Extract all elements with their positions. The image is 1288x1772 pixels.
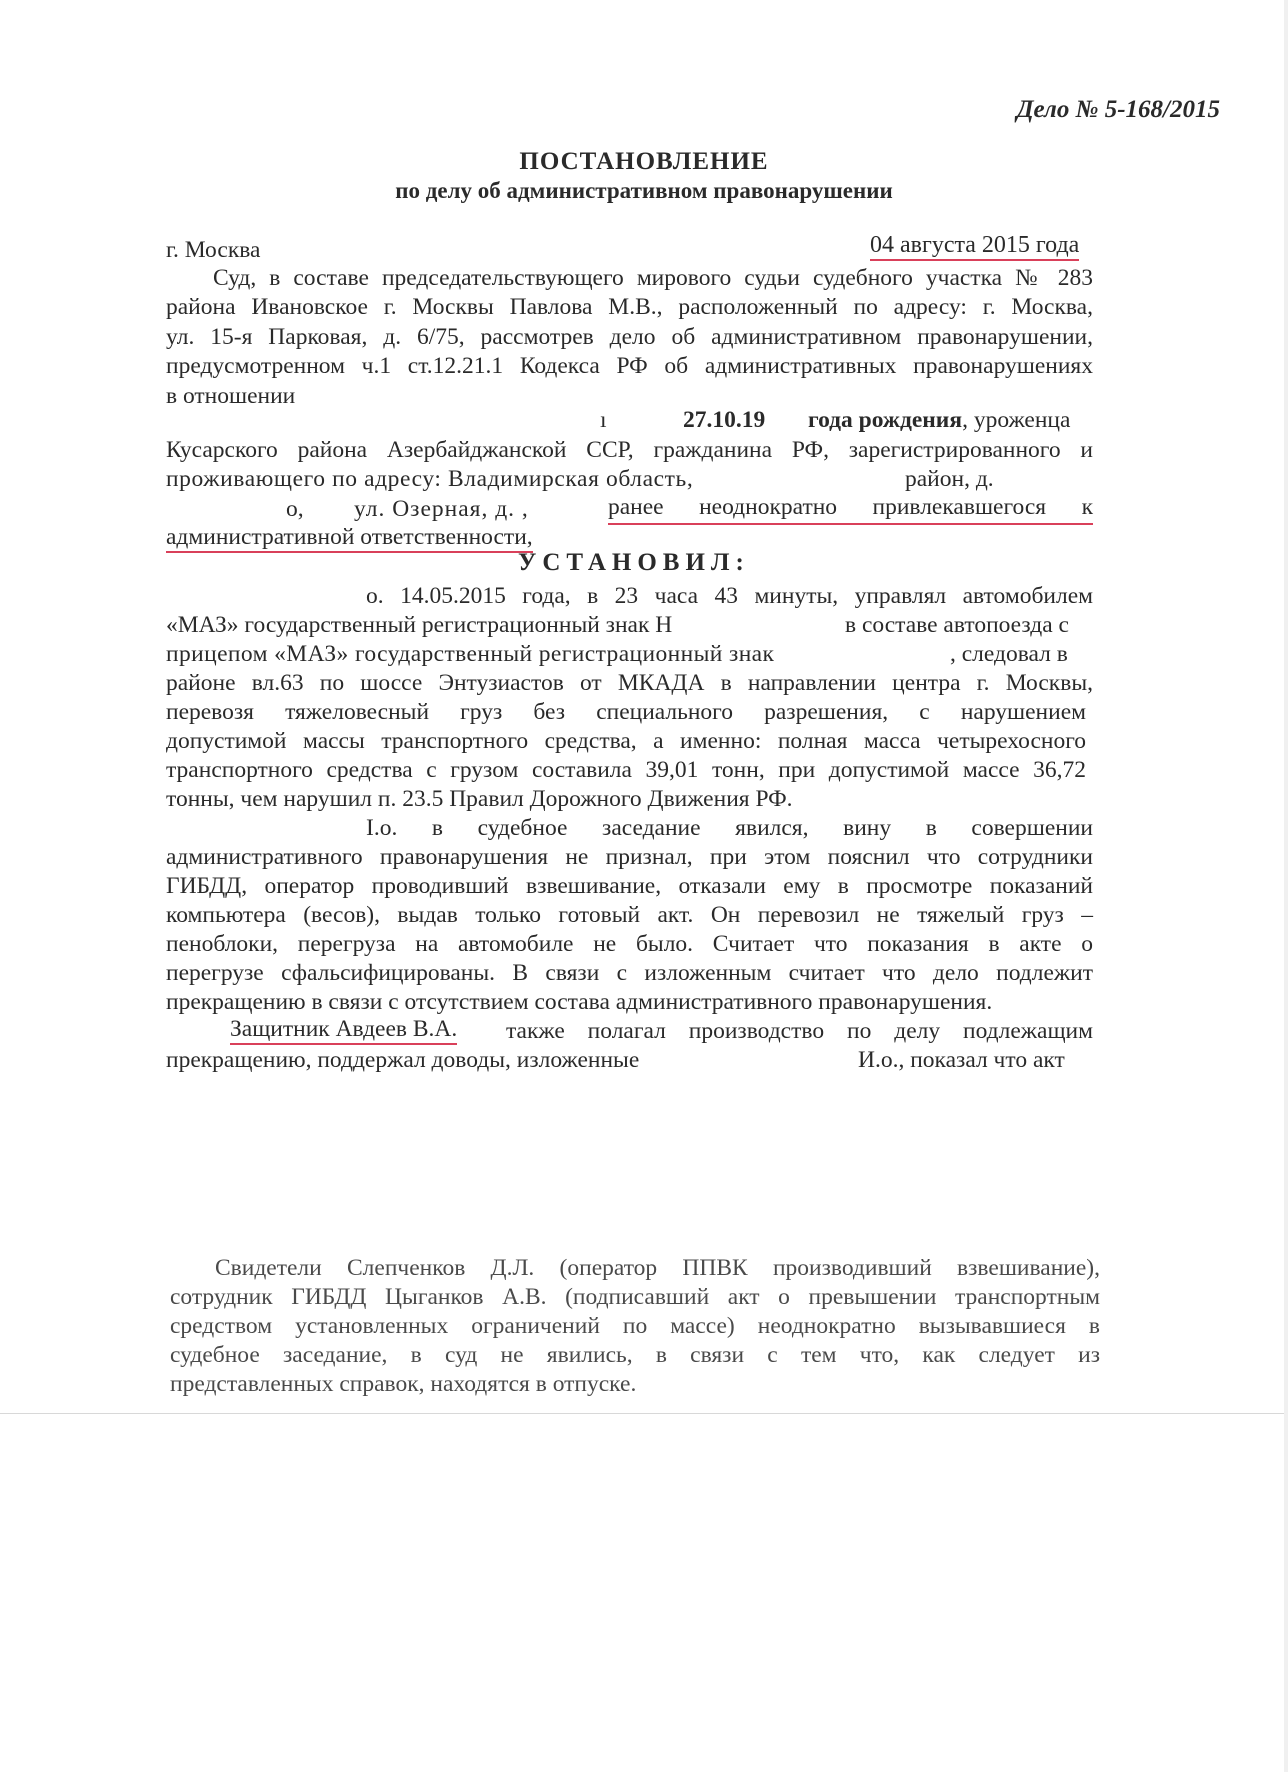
case-number: Дело № 5-168/2015 <box>1016 96 1220 123</box>
facts-line-3b: , следовал в <box>950 641 1068 667</box>
witnesses-line-3: средством установленных ограничений по массе) неоднократно вызывавшиеся в <box>170 1313 1100 1339</box>
intro-line-2: района Ивановское г. Москвы Павлова М.В., расположенный по адресу: г. Москва, <box>166 294 1093 320</box>
facts-line-2b: в составе автопоезда с <box>845 612 1069 638</box>
birth-label-line <box>808 405 1070 435</box>
intro-line-8b: район, д. <box>905 466 994 492</box>
defendant-line-1: I.о. в судебное заседание явился, вину в совершении <box>366 815 1093 841</box>
facts-line-3a: прицепом «МАЗ» государственный регистрационный знак <box>166 641 775 667</box>
defender-line-1: также полагал производство по делу подлежащим <box>506 1018 1093 1044</box>
scan-edge <box>1284 0 1288 1772</box>
established-heading: УСТАНОВИЛ: <box>518 549 750 576</box>
intro-line-5: в отношении <box>166 383 296 409</box>
defendant-line-5: пеноблоки, перегруза на автомобиле не было. Считает что показания в акте о <box>166 931 1093 957</box>
facts-line-7: транспортного средства с грузом составила 39,01 тонн, при допустимой массе 36,72 <box>166 757 1086 783</box>
defendant-line-4: компьютера (весов), выдав только готовый акт. Он перевозил не тяжелый груз – <box>166 902 1093 928</box>
prior-offences-text: ранее неоднократно привлекавшегося к <box>608 492 1093 525</box>
facts-line-2a: «МАЗ» государственный регистрационный знак Н <box>166 612 673 638</box>
document-subtitle: по делу об административном правонарушении <box>395 178 893 203</box>
page-fold-line <box>0 1413 1288 1414</box>
birth-label: года рождения <box>808 407 963 433</box>
prior-offences <box>608 492 1093 525</box>
defendant-line-3: ГИБДД, оператор проводивший взвешивание, отказали ему в просмотре показаний <box>166 873 1093 899</box>
facts-line-4: районе вл.63 по шоссе Энтузиастов от МКАДА в направлении центра г. Москвы, <box>166 670 1093 696</box>
defendant-line-7: прекращению в связи с отсутствием состава административного правонарушения. <box>166 989 993 1015</box>
facts-line-5: перевозя тяжеловесный груз без специального разрешения, с нарушением <box>166 699 1086 725</box>
birth-date: 27.10.19 <box>683 407 766 433</box>
admin-responsibility-text: административной ответственности, <box>166 524 533 553</box>
intro-line-10 <box>166 522 533 552</box>
defender-name-text: Защитник Авдеев В.А. <box>230 1016 457 1045</box>
facts-line-1: о. 14.05.2015 года, в 23 часа 43 минуты, управлял автомобилем <box>366 583 1093 609</box>
facts-line-6: допустимой массы транспортного средства, а именно: полная масса четырехосного <box>166 728 1086 754</box>
witnesses-line-1: Свидетели Слепченков Д.Л. (оператор ППВК производивший взвешивание), <box>215 1255 1100 1281</box>
witnesses-line-2: сотрудник ГИБДД Цыганков А.В. (подписавший акт о превышении транспортным <box>170 1284 1100 1310</box>
defender-line-2b: И.о., показал что акт <box>858 1047 1065 1073</box>
intro-line-9b: ул. Озерная, д. , <box>354 496 529 522</box>
intro-line-4: предусмотренном ч.1 ст.12.21.1 Кодекса РФ об административных правонарушениях <box>166 353 1093 379</box>
intro-line-1: Суд, в составе председательствующего мирового судьи судебного участка № 283 <box>213 265 1093 291</box>
defendant-line-2: административного правонарушения не признал, при этом пояснил что сотрудники <box>166 844 1093 870</box>
intro-line-9a: о, <box>286 496 304 522</box>
birth-tail: , уроженца <box>962 407 1071 433</box>
defender-line-2a: прекращению, поддержал доводы, изложенные <box>166 1047 640 1073</box>
decision-date <box>870 230 1079 260</box>
city: г. Москва <box>166 237 261 263</box>
intro-line-8a: проживающего по адресу: Владимирская область, <box>166 466 694 492</box>
defender-name <box>230 1014 457 1044</box>
redaction-mark: ı <box>600 407 607 433</box>
facts-line-8: тонны, чем нарушил п. 23.5 Правил Дорожного Движения РФ. <box>166 786 793 812</box>
decision-date-text: 04 августа 2015 года <box>870 232 1079 261</box>
intro-line-3: ул. 15-я Парковая, д. 6/75, рассмотрев дело об административном правонарушении, <box>166 324 1093 350</box>
witnesses-line-4: судебное заседание, в суд не явились, в связи с тем что, как следует из <box>170 1342 1100 1368</box>
witnesses-line-5: представленных справок, находятся в отпуске. <box>170 1371 637 1397</box>
document-title: ПОСТАНОВЛЕНИЕ <box>519 148 769 175</box>
defendant-line-6: перегрузе сфальсифицированы. В связи с изложенным считает что дело подлежит <box>166 960 1093 986</box>
intro-line-7: Кусарского района Азербайджанской ССР, гражданина РФ, зарегистрированного и <box>166 437 1093 463</box>
